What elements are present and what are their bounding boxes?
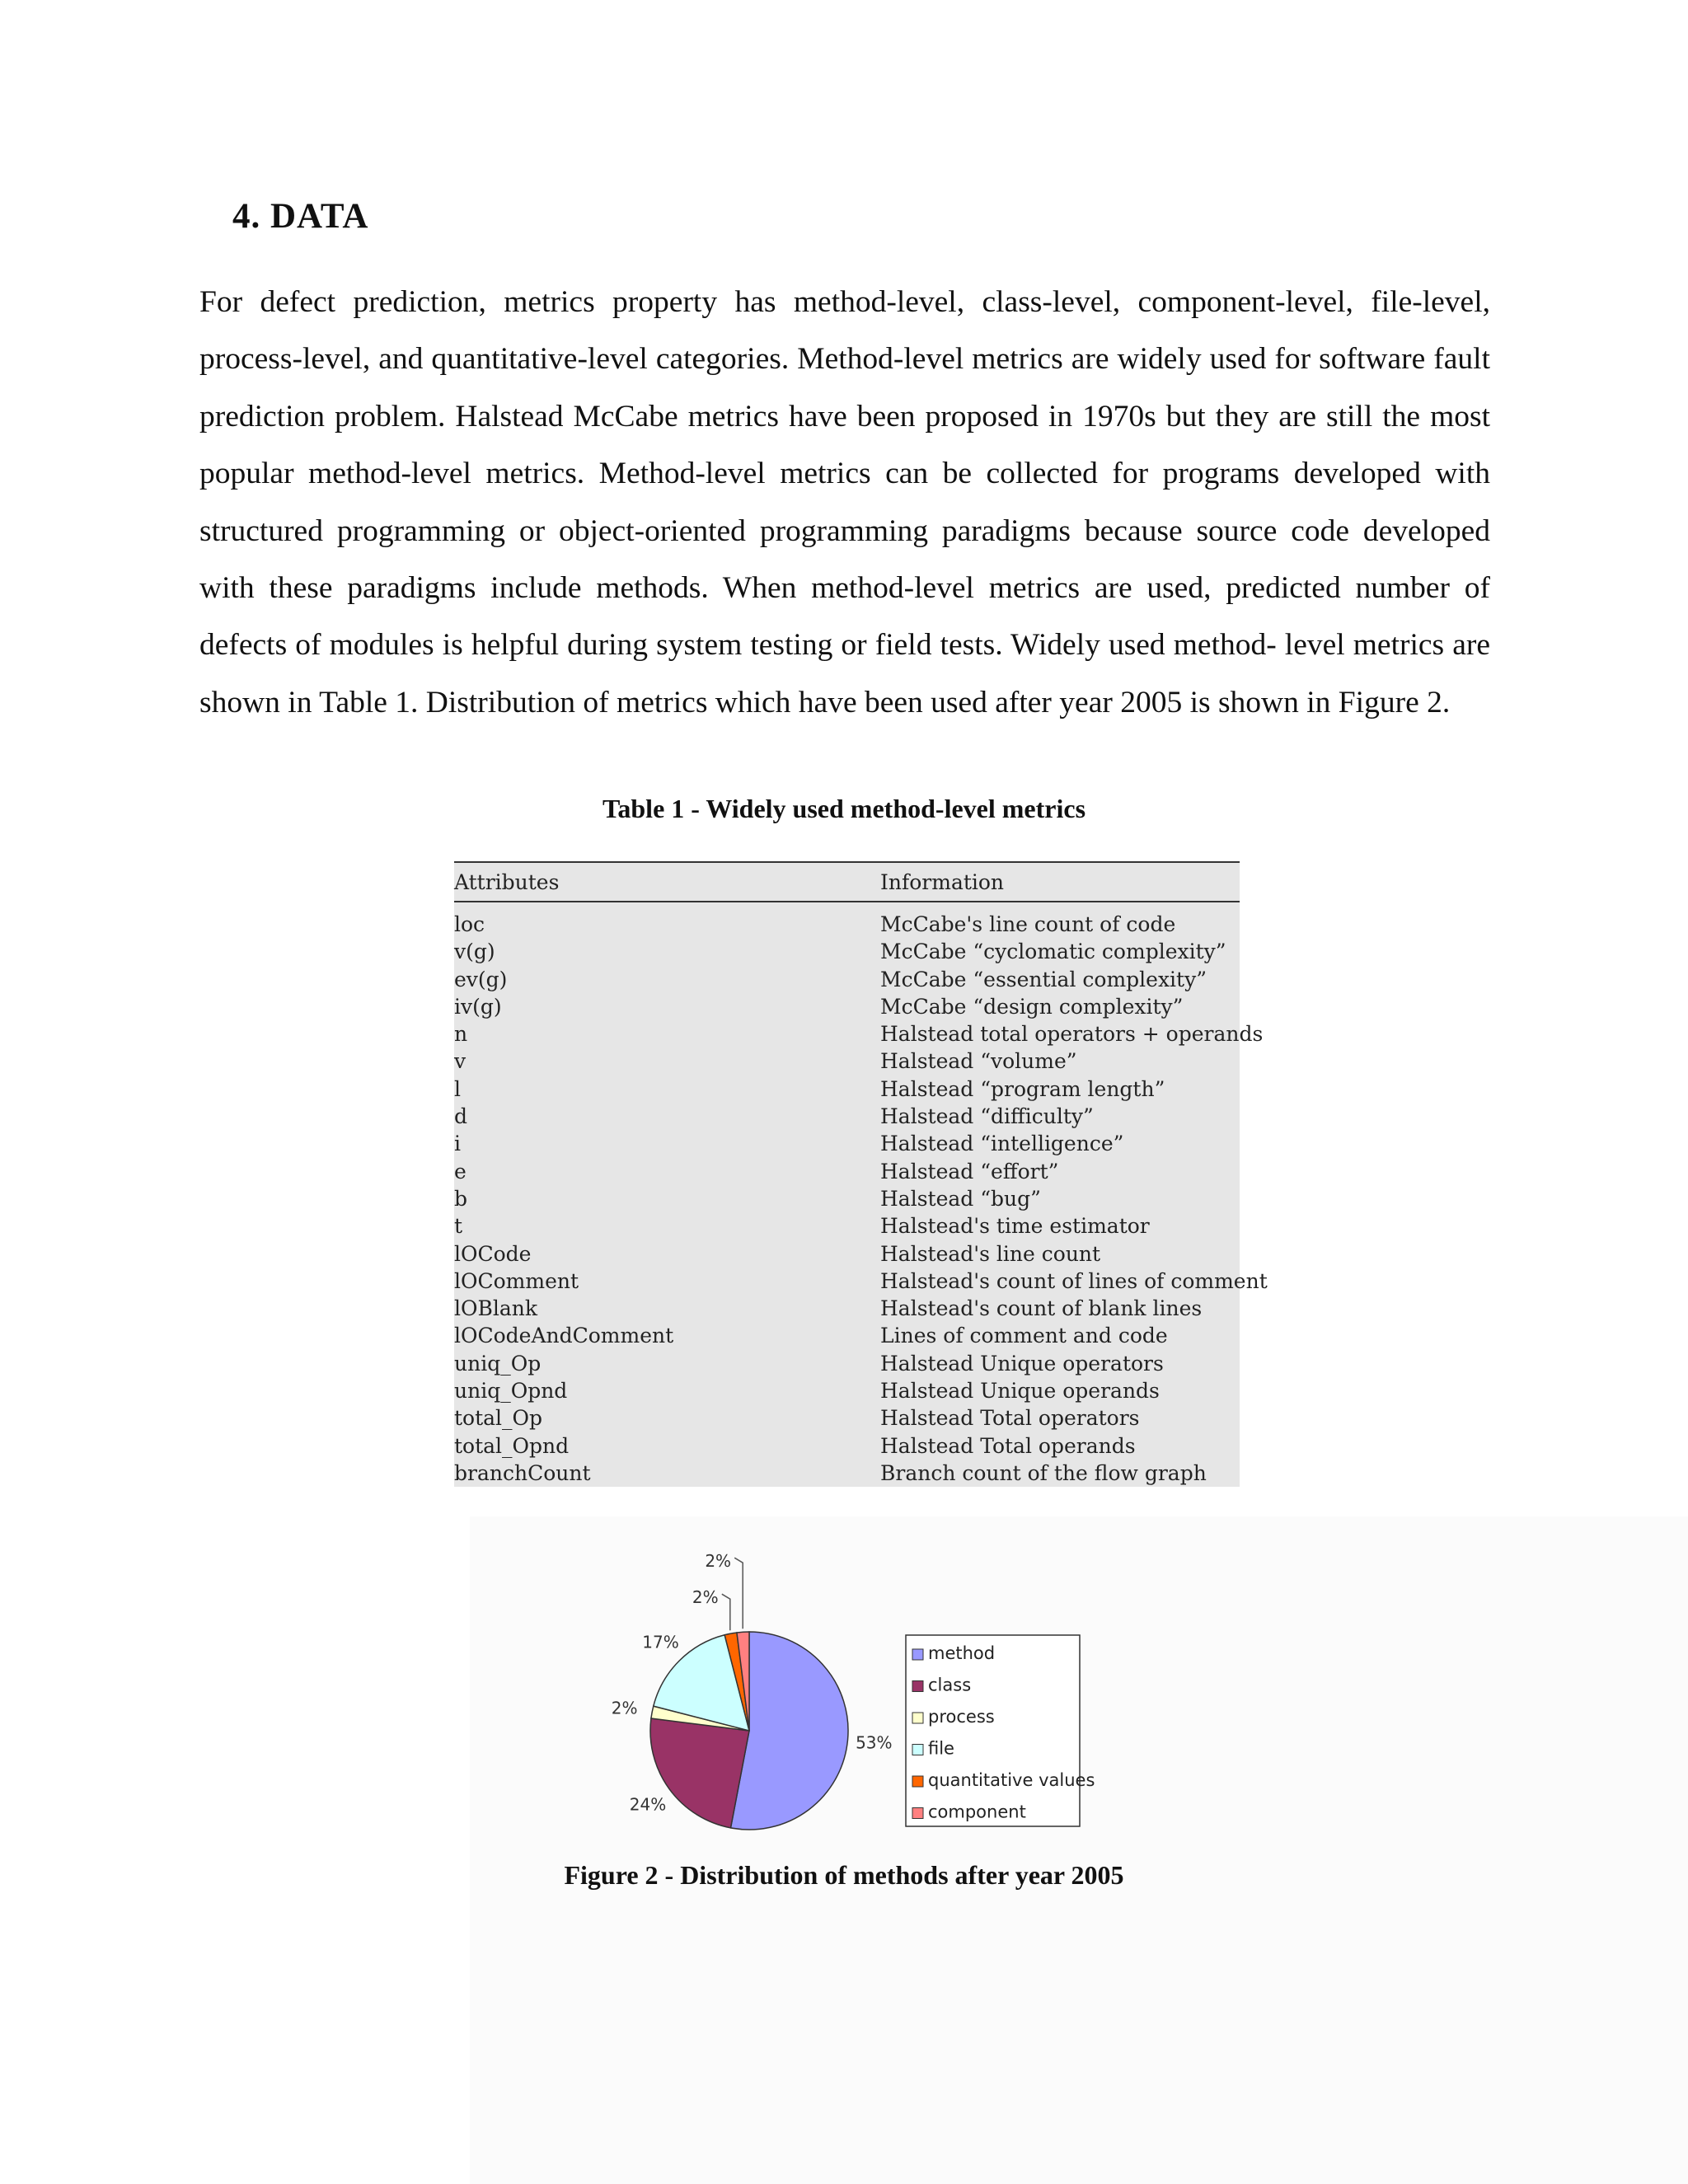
attribute-cell: ev(g) bbox=[454, 967, 508, 991]
information-cell: Halstead “intelligence” bbox=[880, 1132, 1124, 1156]
information-cell: Halstead “volume” bbox=[880, 1049, 1077, 1074]
table-row bbox=[454, 1295, 1240, 1322]
table-row bbox=[454, 1020, 1264, 1047]
legend-label: file bbox=[928, 1738, 954, 1759]
slice-percent-label: 17% bbox=[642, 1632, 679, 1652]
attribute-cell: branchCount bbox=[454, 1460, 591, 1485]
table-row bbox=[454, 1212, 1240, 1240]
table-row bbox=[454, 1322, 1240, 1349]
pie-chart bbox=[470, 1516, 1688, 1863]
legend-swatch bbox=[912, 1808, 923, 1819]
legend-label: process bbox=[928, 1707, 995, 1727]
attribute-cell: iv(g) bbox=[454, 994, 502, 1019]
information-cell: McCabe “design complexity” bbox=[880, 994, 1184, 1019]
attribute-cell: uniq_Opnd bbox=[454, 1379, 568, 1404]
table-row bbox=[454, 1103, 1240, 1130]
attribute-cell: total_Opnd bbox=[454, 1433, 570, 1458]
table-row bbox=[454, 1047, 1240, 1075]
table-header-row bbox=[454, 863, 1240, 902]
slice-percent-label: 2% bbox=[705, 1551, 732, 1572]
metrics-table bbox=[454, 861, 1268, 1487]
table-row bbox=[454, 1460, 1240, 1487]
information-cell: Halstead “bug” bbox=[880, 1186, 1041, 1211]
information-cell: Halstead “difficulty” bbox=[880, 1104, 1094, 1129]
information-cell: Halstead “program length” bbox=[880, 1076, 1165, 1101]
table-row bbox=[454, 911, 1240, 938]
attribute-cell: uniq_Op bbox=[454, 1351, 542, 1376]
attribute-cell: lOCodeAndComment bbox=[454, 1324, 674, 1348]
table-row bbox=[454, 1240, 1240, 1268]
information-cell: Halstead's count of blank lines bbox=[880, 1296, 1203, 1321]
legend-label: component bbox=[928, 1802, 1026, 1822]
attribute-cell: lOBlank bbox=[454, 1296, 538, 1321]
legend-swatch bbox=[912, 1745, 923, 1755]
information-cell: Halstead's line count bbox=[880, 1241, 1101, 1266]
legend-box bbox=[906, 1635, 1080, 1826]
information-cell: McCabe “cyclomatic complexity” bbox=[880, 940, 1226, 964]
legend-swatch bbox=[912, 1681, 923, 1692]
table-row bbox=[454, 993, 1240, 1020]
leader-line bbox=[734, 1558, 743, 1629]
table-row bbox=[454, 1158, 1240, 1185]
legend-swatch bbox=[912, 1776, 923, 1787]
attribute-cell: v bbox=[454, 1049, 467, 1074]
attribute-cell: loc bbox=[454, 912, 485, 936]
information-cell: Halstead Unique operands bbox=[880, 1379, 1160, 1404]
attribute-cell: total_Op bbox=[454, 1406, 543, 1431]
attribute-cell: v(g) bbox=[454, 940, 495, 964]
legend-label: method bbox=[928, 1643, 996, 1663]
table-caption: Table 1 - Widely used method-level metrics bbox=[602, 794, 1086, 823]
information-cell: Halstead Unique operators bbox=[880, 1351, 1164, 1376]
legend-label: class bbox=[928, 1675, 972, 1695]
table-row bbox=[454, 1432, 1240, 1460]
table-body bbox=[454, 911, 1268, 1487]
attribute-cell: n bbox=[454, 1022, 468, 1047]
table-header-information: Information bbox=[880, 870, 1005, 894]
figure-caption: Figure 2 - Distribution of methods after year 2005 bbox=[564, 1860, 1124, 1890]
figure-chart-panel bbox=[470, 1516, 1688, 2184]
body-paragraph: For defect prediction, metrics property has method-level, class-level, component-level, file-level, process-level, and quantitative-level categories. Method-level metrics are widely used for software fault prediction problem. Halstead McCabe metrics have been proposed in 1970s but they are still the most popular method-level metrics. Method-level metrics can be collected for programs developed with structured programming or object-oriented programming paradigms because source code developed with these paradigms include methods. When method-level metrics are used, predicted number of defects of modules is helpful during system testing or field tests. Widely used method- level metrics are shown in Table 1. Distribution of metrics which have been used after year 2005 is shown in Figure 2. bbox=[199, 285, 1490, 719]
information-cell: Halstead total operators + operands bbox=[880, 1022, 1264, 1047]
attribute-cell: lOCode bbox=[454, 1241, 532, 1266]
table-row bbox=[454, 1185, 1240, 1212]
attribute-cell: t bbox=[454, 1214, 463, 1239]
information-cell: Halstead's count of lines of comment bbox=[880, 1268, 1268, 1293]
slice-percent-label: 24% bbox=[629, 1794, 667, 1815]
information-cell: McCabe's line count of code bbox=[880, 912, 1176, 936]
table-row bbox=[454, 1377, 1240, 1404]
table-row bbox=[454, 1268, 1268, 1295]
information-cell: Halstead Total operands bbox=[880, 1433, 1136, 1458]
table-row bbox=[454, 938, 1240, 965]
attribute-cell: lOComment bbox=[454, 1268, 579, 1293]
legend-swatch bbox=[912, 1649, 923, 1660]
table-row bbox=[454, 1130, 1240, 1157]
table-row bbox=[454, 966, 1240, 993]
legend-swatch bbox=[912, 1713, 923, 1723]
attribute-cell: e bbox=[454, 1159, 467, 1183]
table-row bbox=[454, 1350, 1240, 1377]
leader-line bbox=[722, 1594, 730, 1630]
information-cell: Halstead Total operators bbox=[880, 1406, 1140, 1431]
table-header-attributes: Attributes bbox=[454, 870, 560, 894]
attribute-cell: l bbox=[454, 1076, 461, 1101]
table-row bbox=[454, 1404, 1240, 1432]
information-cell: Halstead's time estimator bbox=[880, 1214, 1150, 1239]
slice-percent-label: 53% bbox=[856, 1732, 893, 1753]
information-cell: Halstead “effort” bbox=[880, 1159, 1059, 1183]
section-heading: 4. DATA bbox=[232, 197, 369, 236]
attribute-cell: d bbox=[454, 1104, 468, 1129]
table-row bbox=[454, 1076, 1240, 1103]
information-cell: Lines of comment and code bbox=[880, 1324, 1168, 1348]
legend-label: quantitative values bbox=[928, 1770, 1095, 1790]
slice-percent-label: 2% bbox=[692, 1587, 719, 1608]
slice-percent-label: 2% bbox=[611, 1698, 638, 1718]
information-cell: McCabe “essential complexity” bbox=[880, 967, 1207, 991]
information-cell: Branch count of the flow graph bbox=[880, 1460, 1207, 1485]
attribute-cell: i bbox=[454, 1132, 461, 1156]
attribute-cell: b bbox=[454, 1186, 468, 1211]
